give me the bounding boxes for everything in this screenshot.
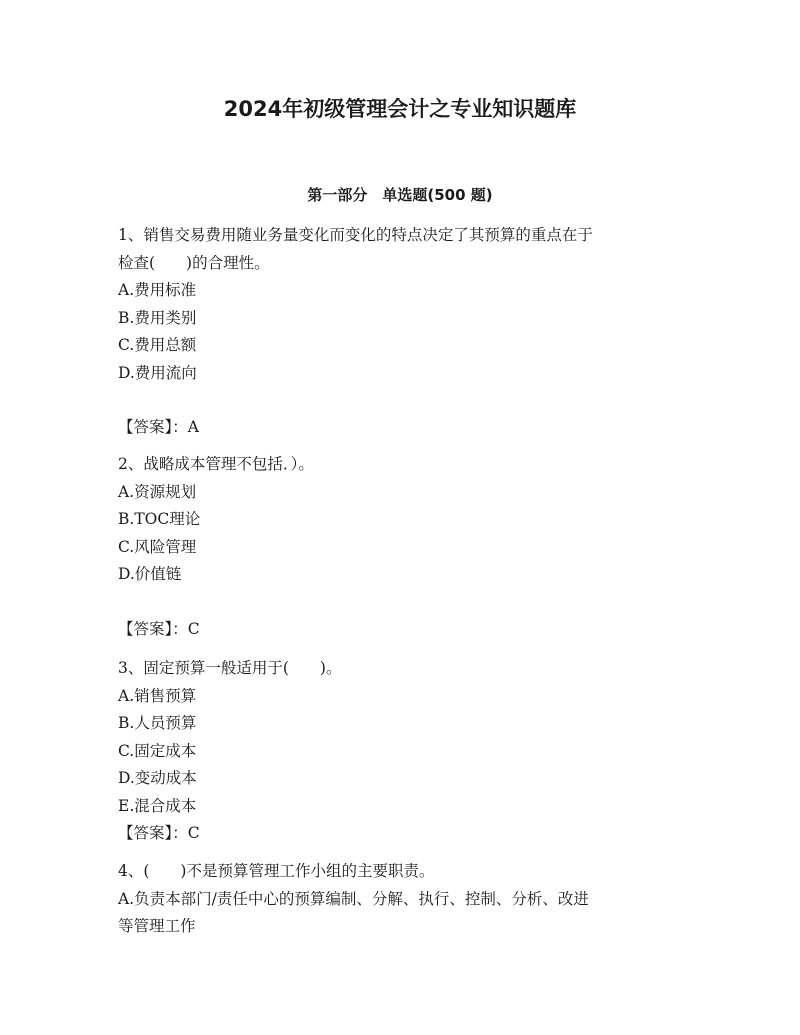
option-c: C.固定成本	[118, 741, 197, 760]
question-4	[118, 858, 688, 941]
answer-line: 【答案】：C	[118, 619, 200, 638]
question-stem-line: 检查( )的合理性。	[118, 253, 270, 272]
option-a: A.费用标准	[118, 281, 197, 299]
option-b: B.人员预算	[118, 714, 197, 732]
option-c: C.风险管理	[118, 537, 197, 556]
answer-line: 【答案】：C	[118, 824, 200, 842]
option-b: B.费用类别	[118, 308, 197, 327]
question-stem-line: 1、销售交易费用随业务量变化而变化的特点决定了其预算的重点在于	[118, 226, 593, 244]
question-stem-line: 2、战略成本管理不包括．）。	[118, 455, 314, 473]
option-a: A.资源规划	[118, 482, 197, 501]
question-1	[118, 222, 688, 442]
option-c: C.费用总额	[118, 336, 197, 354]
option-a: A.销售预算	[118, 686, 197, 705]
option-d: D.变动成本	[118, 769, 197, 787]
section-title: 第一部分 单选题(500 题)	[307, 186, 493, 204]
option-d: D.费用流向	[118, 363, 197, 382]
option-e: E.混合成本	[118, 796, 197, 815]
spacer	[118, 589, 688, 616]
spacer	[118, 387, 688, 414]
option-a: A.负责本部门/责任中心的预算编制、分解、执行、控制、分析、改进	[118, 889, 589, 908]
option-b: B.TOC理论	[118, 510, 201, 528]
question-2	[118, 451, 688, 643]
question-stem-line: 4、( )不是预算管理工作小组的主要职责。	[118, 862, 435, 880]
question-stem-line: 3、固定预算一般适用于( )。	[118, 659, 342, 677]
document-title: 2024年初级管理会计之专业知识题库	[223, 97, 577, 121]
question-3	[118, 655, 688, 848]
answer-line: 【答案】：A	[118, 418, 199, 436]
option-d: D.价值链	[118, 565, 182, 583]
option-a-continued: 等管理工作	[118, 917, 196, 935]
